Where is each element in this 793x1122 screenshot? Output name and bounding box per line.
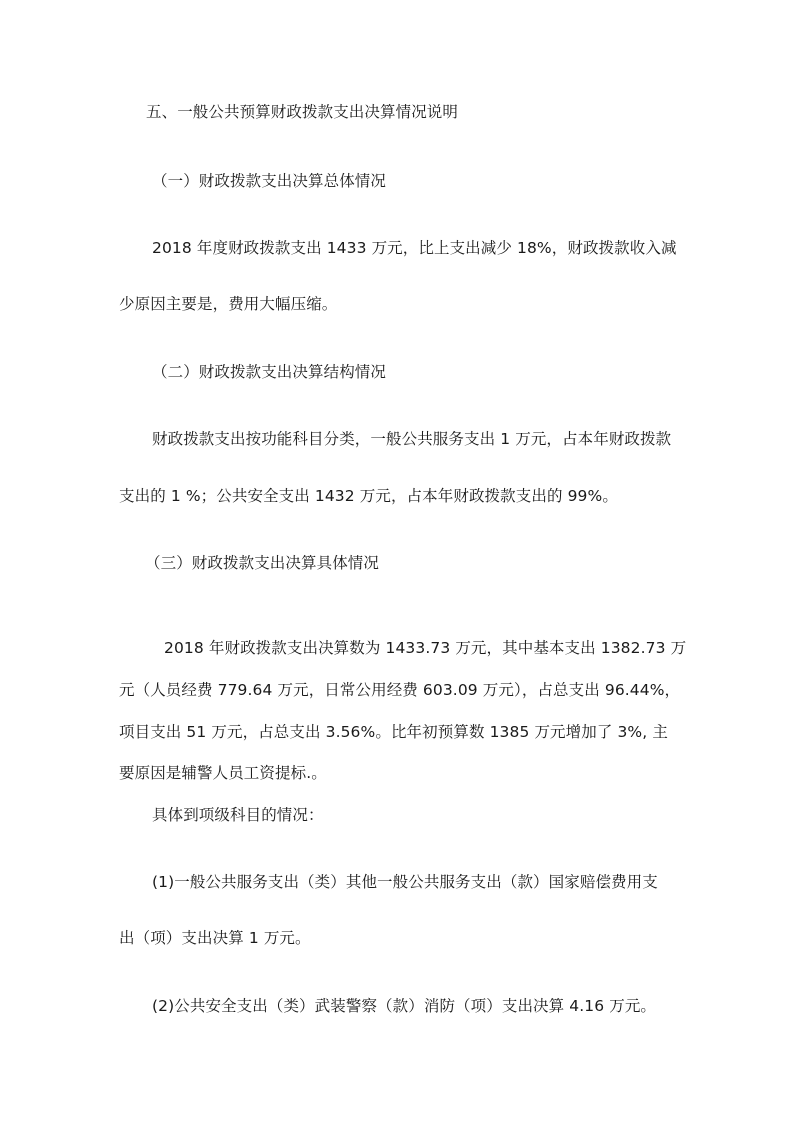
item-1-line: (1)一般公共服务支出（类）其他一般公共服务支出（款）国家赔偿费用支 bbox=[152, 873, 658, 891]
subsection-2-paragraph-line: 支出的 1 %；公共安全支出 1432 万元，占本年财政拨款支出的 99%。 bbox=[119, 487, 618, 505]
subsection-2-heading: （二）财政拨款支出决算结构情况 bbox=[152, 363, 387, 381]
subsection-1-paragraph-line: 2018 年度财政拨款支出 1433 万元，比上支出减少 18%，财政拨款收入减 bbox=[152, 239, 677, 257]
item-2-line: (2)公共安全支出（类）武装警察（款）消防（项）支出决算 4.16 万元。 bbox=[152, 997, 657, 1015]
subsection-1-paragraph-line: 少原因主要是，费用大幅压缩。 bbox=[119, 295, 338, 313]
subsection-3-paragraph-line: 项目支出 51 万元，占总支出 3.56%。比年初预算数 1385 万元增加了 3%, 主 bbox=[119, 723, 668, 741]
subsection-3-heading: （三）财政拨款支出决算具体情况 bbox=[145, 554, 380, 572]
subsection-3-paragraph-line: 要原因是辅警人员工资提标.。 bbox=[119, 764, 327, 782]
subsection-3-paragraph-line: 2018 年财政拨款支出决算数为 1433.73 万元，其中基本支出 1382.73 万 bbox=[164, 639, 687, 657]
subsection-3-paragraph-line: 元（人员经费 779.64 万元，日常公用经费 603.09 万元），占总支出 96.44%， bbox=[119, 681, 681, 699]
detail-intro: 具体到项级科目的情况： bbox=[152, 806, 324, 824]
subsection-2-paragraph-line: 财政拨款支出按功能科目分类，一般公共服务支出 1 万元，占本年财政拨款 bbox=[152, 430, 672, 448]
subsection-1-heading: （一）财政拨款支出决算总体情况 bbox=[152, 172, 387, 190]
item-1-line: 出（项）支出决算 1 万元。 bbox=[119, 929, 311, 947]
section-title: 五、一般公共预算财政拨款支出决算情况说明 bbox=[146, 103, 459, 121]
